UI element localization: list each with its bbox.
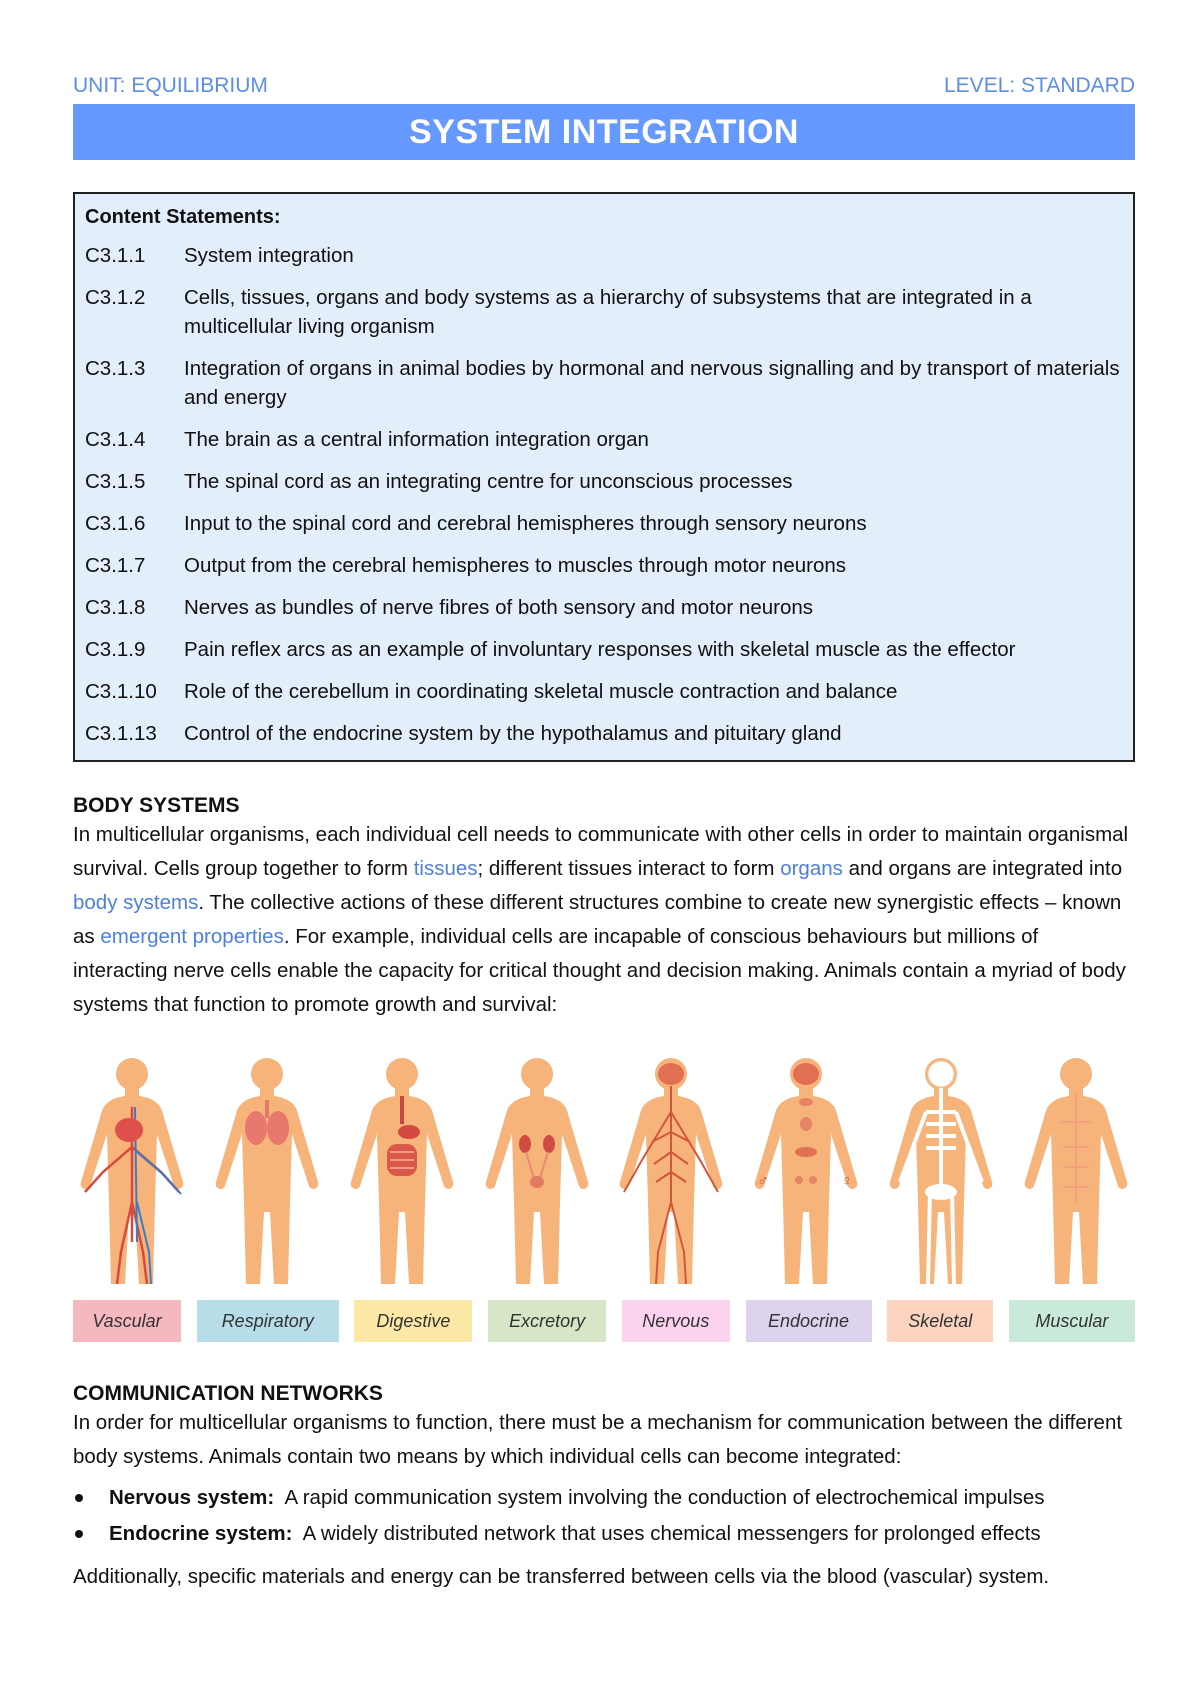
skeletal-body-icon [882,1052,1000,1292]
statement-code: C3.1.2 [85,286,146,309]
label-endocrine: Endocrine [746,1300,872,1342]
endocrine-body-icon [747,1052,865,1292]
statement-text: The spinal cord as an integrating centre for unconscious processes [184,470,793,493]
statement-code: C3.1.7 [85,554,146,577]
title-banner [73,104,1135,160]
statement-row [85,467,1123,496]
para-text: ; different tissues interact to form [477,857,781,880]
para-text: . The collective actions of these different structures combine to create new synergistic effects – known as [73,891,1122,948]
para-text: and organs are integrated into [842,857,1123,880]
label-digestive: Digestive [354,1300,472,1342]
statement-code: C3.1.4 [85,428,146,451]
keyword-body-systems: body systems [73,891,199,914]
statement-row [85,593,1123,622]
para-text: In multicellular organisms, each individual cell needs to communicate with other cells in order to maintain organismal survival. Cells group together to form [73,823,1129,880]
body-system-labels [73,1300,1135,1342]
body-systems-paragraph [73,818,1135,1022]
label-excretory: Excretory [488,1300,606,1342]
statement-row [85,283,1123,341]
statement-code: C3.1.13 [85,722,157,745]
svg-text:♂: ♂ [757,1173,770,1190]
statement-text: Nerves as bundles of nerve fibres of both sensory and motor neurons [184,596,814,619]
vascular-body-icon [73,1052,191,1292]
muscular-body-icon [1017,1052,1135,1292]
worksheet-page [73,74,1135,1594]
label-vascular: Vascular [73,1300,181,1342]
statement-code: C3.1.1 [85,244,146,267]
statement-code: C3.1.3 [85,357,146,380]
bullet-text: A rapid communication system involving the conduction of electrochemical impulses [274,1486,1045,1509]
statement-text: Control of the endocrine system by the hypothalamus and pituitary gland [184,722,842,745]
statement-row [85,551,1123,580]
statement-text: Output from the cerebral hemispheres to muscles through motor neurons [184,554,847,577]
bullet-term: Endocrine system: [109,1522,293,1545]
statement-text: Pain reflex arcs as an example of involuntary responses with skeletal muscle as the effector [184,638,1016,661]
bullet-text: A widely distributed network that uses chemical messengers for prolonged effects [292,1522,1041,1545]
level-label: LEVEL: STANDARD [944,74,1135,97]
statement-code: C3.1.8 [85,596,146,619]
closing-paragraph: Additionally, specific materials and energy can be transferred between cells via the blood (vascular) system. [73,1565,1050,1588]
keyword-emergent-properties: emergent properties [100,925,284,948]
communication-list [73,1480,1135,1552]
respiratory-body-icon [208,1052,326,1292]
statement-row [85,425,1123,454]
label-skeletal: Skeletal [887,1300,993,1342]
statement-text: The brain as a central information integration organ [184,428,649,451]
statement-code: C3.1.5 [85,470,146,493]
statement-row [85,635,1123,664]
list-item [73,1480,1135,1516]
label-muscular: Muscular [1009,1300,1135,1342]
list-item [73,1516,1135,1552]
statement-text: Cells, tissues, organs and body systems as a hierarchy of subsystems that are integrated in a multicellular living organism [184,286,1032,338]
communication-intro: In order for multicellular organisms to function, there must be a mechanism for communication between the different body systems. Animals contain two means by which individual cells can become integrated: [73,1411,1123,1468]
body-systems-heading: BODY SYSTEMS [73,794,240,817]
para-text: . For example, individual cells are incapable of conscious behaviours but millions of interacting nerve cells enable the capacity for critical thought and decision making. Animals contain a myriad of body systems that function to promote growth and survival: [73,925,1126,1016]
page-title: SYSTEM INTEGRATION [409,112,799,151]
label-nervous: Nervous [622,1300,730,1342]
content-statements-heading: Content Statements: [85,206,281,228]
keyword-tissues: tissues [413,857,478,880]
statement-row [85,719,1123,748]
bullet-term: Nervous system: [109,1486,275,1509]
nervous-body-icon [612,1052,730,1292]
svg-text:♀: ♀ [841,1173,854,1190]
header-row [73,74,1135,102]
keyword-organs: organs [780,857,843,880]
statement-text: Role of the cerebellum in coordinating skeletal muscle contraction and balance [184,680,898,703]
statement-code: C3.1.9 [85,638,146,661]
statement-code: C3.1.10 [85,680,157,703]
statement-text: Input to the spinal cord and cerebral hemispheres through sensory neurons [184,512,867,535]
statement-text: System integration [184,244,354,267]
statement-text: Integration of organs in animal bodies by hormonal and nervous signalling and by transport of materials and energy [184,357,1120,409]
digestive-body-icon [343,1052,461,1292]
excretory-body-icon [478,1052,596,1292]
statement-code: C3.1.6 [85,512,146,535]
statement-row [85,354,1123,412]
communication-heading: COMMUNICATION NETWORKS [73,1382,383,1405]
statement-row [85,677,1123,706]
unit-label: UNIT: EQUILIBRIUM [73,74,268,97]
label-respiratory: Respiratory [197,1300,339,1342]
statement-row [85,509,1123,538]
statement-row [85,241,1123,270]
content-statements-box [73,192,1135,762]
body-figures-row [73,1052,1135,1292]
